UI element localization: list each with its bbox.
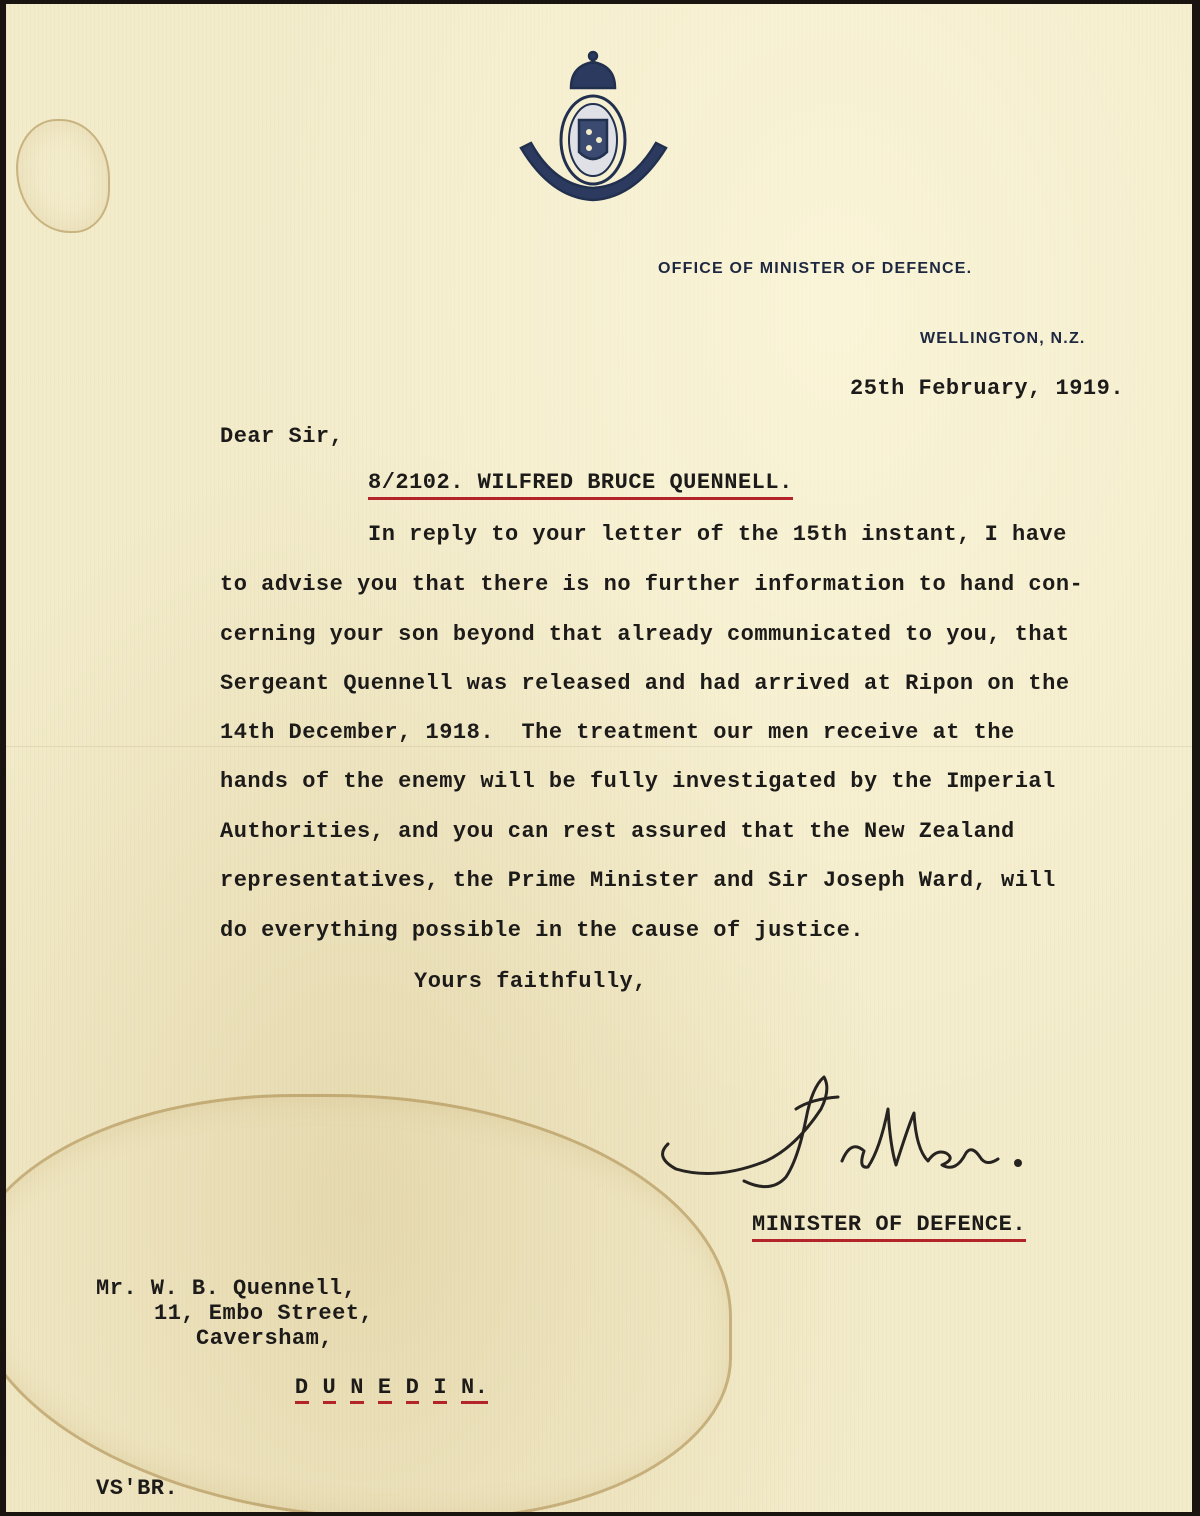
body-line-1: In reply to your letter of the 15th instant, I have [368,522,1067,547]
closing: Yours faithfully, [414,969,647,994]
subject-line: 8/2102. WILFRED BRUCE QUENNELL. [368,470,793,500]
salutation: Dear Sir, [220,424,344,449]
body-line-6: hands of the enemy will be fully investigated by the Imperial [220,769,1056,794]
city-letter: I [433,1375,447,1404]
body-line-5: 14th December, 1918. The treatment our men receive at the [220,720,1015,745]
city-letter: N [350,1375,364,1404]
body-line-4: Sergeant Quennell was released and had arrived at Ripon on the [220,671,1070,696]
water-stain-small [16,119,110,233]
body-line-7: Authorities, and you can rest assured that the New Zealand [220,819,1015,844]
reference-code: VS'BR. [96,1476,179,1501]
body-line-2: to advise you that there is no further information to hand con- [220,572,1084,597]
handwritten-signature [646,1069,1076,1209]
body-line-9: do everything possible in the cause of justice. [220,918,865,943]
city-letter: N. [461,1375,488,1404]
address-city [240,1350,488,1429]
office-heading: OFFICE OF MINISTER OF DEFENCE. [658,260,973,277]
letter-date: 25th February, 1919. [850,376,1125,401]
royal-crest-icon [511,48,676,208]
city-letter: D [406,1375,420,1404]
letter-page [6,4,1192,1512]
signatory-title: MINISTER OF DEFENCE. [752,1212,1026,1242]
address-line-3: Caversham, [196,1326,334,1351]
city-letter: D [295,1375,309,1404]
body-line-8: representatives, the Prime Minister and Sir Joseph Ward, will [220,868,1056,893]
city-letter: E [378,1375,392,1404]
address-line-1: Mr. W. B. Quennell, [96,1276,357,1301]
city-letter: U [323,1375,337,1404]
body-line-3: cerning your son beyond that already communicated to you, that [220,622,1070,647]
address-line-2: 11, Embo Street, [154,1301,374,1326]
paper-fold-line [6,746,1192,747]
office-city: WELLINGTON, N.Z. [920,330,1086,347]
